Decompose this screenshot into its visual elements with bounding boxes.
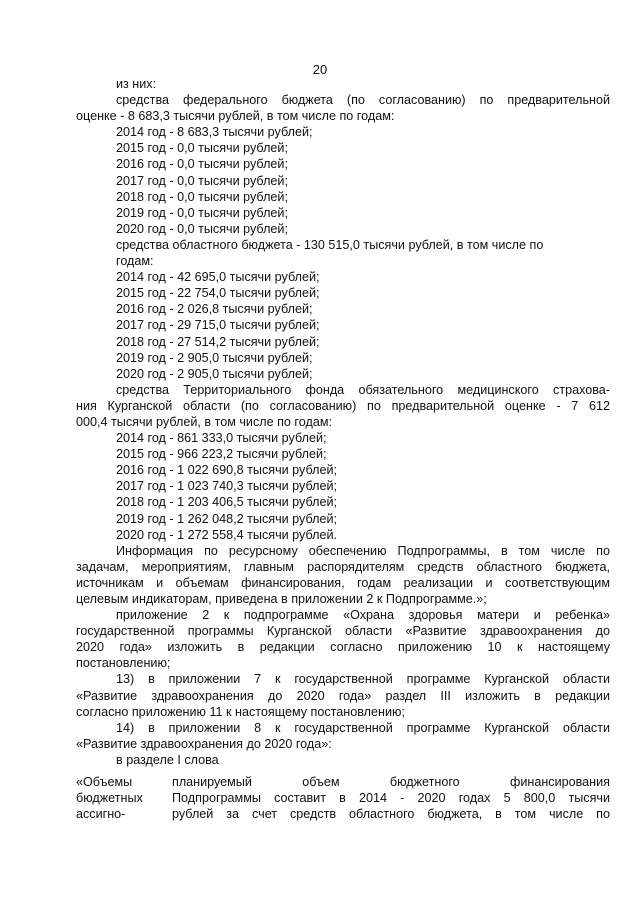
text-line: 2020 год - 0,0 тысячи рублей; <box>116 221 288 236</box>
funding-table <box>76 774 610 822</box>
text-line: источникам и объемам финансирования, годам реализации и соответствующим <box>76 575 610 590</box>
page-number: 20 <box>312 62 328 77</box>
text-line: задачам, мероприятиям, главным распорядителям средств областного бюджета, <box>76 559 610 574</box>
text-line: 2019 год - 1 262 048,2 тысячи рублей; <box>116 511 337 526</box>
table-label-line: бюджетных <box>76 791 143 806</box>
text-line: 2015 год - 22 754,0 тысячи рублей; <box>116 286 320 301</box>
text-line: 2018 год - 27 514,2 тысячи рублей; <box>116 334 320 349</box>
text-line: средства федерального бюджета (по согласованию) по предварительной <box>116 93 610 108</box>
text-line: 2016 год - 2 026,8 тысячи рублей; <box>116 302 313 317</box>
text-line: в разделе I слова <box>116 752 219 767</box>
text-line: годам: <box>116 254 154 269</box>
table-value-line: Подпрограммы составит в 2014 - 2020 годах 5 800,0 тысячи <box>172 791 610 806</box>
text-line: 2017 год - 29 715,0 тысячи рублей; <box>116 318 320 333</box>
text-line: ния Курганской области (по согласованию) по предварительной оценке - 7 612 <box>76 398 610 413</box>
text-line: Информация по ресурсному обеспечению Подпрограммы, в том числе по <box>116 543 610 558</box>
text-line: 2014 год - 861 333,0 тысячи рублей; <box>116 431 327 446</box>
text-line: постановлению; <box>76 656 171 671</box>
text-line: 2017 год - 0,0 тысячи рублей; <box>116 173 288 188</box>
text-line: из них: <box>116 77 157 91</box>
text-line: 2014 год - 8 683,3 тысячи рублей; <box>116 125 313 140</box>
text-line: средства областного бюджета - 130 515,0 тысячи рублей, в том числе по <box>116 237 544 252</box>
text-line: согласно приложению 11 к настоящему постановлению; <box>76 704 405 719</box>
text-line: «Развитие здравоохранения до 2020 года»: <box>76 736 332 751</box>
text-line: 2016 год - 1 022 690,8 тысячи рублей; <box>116 463 337 478</box>
text-line: государственной программы Курганской области «Развитие здравоохранения до <box>76 624 610 639</box>
text-line: 2019 год - 0,0 тысячи рублей; <box>116 205 288 220</box>
text-line: 2018 год - 0,0 тысячи рублей; <box>116 189 288 204</box>
text-line: 2020 года» изложить в редакции согласно приложению 10 к настоящему <box>76 640 610 655</box>
text-line: 2019 год - 2 905,0 тысячи рублей; <box>116 350 313 365</box>
text-line: 13) в приложении 7 к государственной программе Курганской области <box>116 672 610 687</box>
table-value-line: планируемый объем бюджетного финансирования <box>172 775 610 789</box>
table-label-line: «Объемы <box>76 775 133 789</box>
text-line: 2017 год - 1 023 740,3 тысячи рублей; <box>116 479 337 494</box>
text-line: 000,4 тысячи рублей, в том числе по годам: <box>76 414 332 429</box>
text-line: 2015 год - 0,0 тысячи рублей; <box>116 141 288 156</box>
document-body <box>76 76 610 768</box>
text-line: приложение 2 к подпрограмме «Охрана здоровья матери и ребенка» <box>116 608 610 623</box>
text-line: 2014 год - 42 695,0 тысячи рублей; <box>116 270 320 285</box>
text-line: 2020 год - 2 905,0 тысячи рублей; <box>116 366 313 381</box>
text-line: 2015 год - 966 223,2 тысячи рублей; <box>116 447 327 462</box>
text-line: 14) в приложении 8 к государственной программе Курганской области <box>116 720 610 735</box>
text-line: целевым индикаторам, приведена в приложении 2 к Подпрограмме.»; <box>76 592 487 606</box>
text-line: 2018 год - 1 203 406,5 тысячи рублей; <box>116 495 337 510</box>
table-value-cell <box>172 774 610 822</box>
text-line: средства Территориального фонда обязательного медицинского страхова- <box>116 382 610 397</box>
table-value-line: рублей за счет средств областного бюджета, в том числе по <box>172 807 610 822</box>
table-label-cell <box>76 774 172 822</box>
text-line: 2016 год - 0,0 тысячи рублей; <box>116 157 288 172</box>
text-line: оценке - 8 683,3 тысячи рублей, в том числе по годам: <box>76 109 395 124</box>
text-line: «Развитие здравоохранения до 2020 года» раздел III изложить в редакции <box>76 688 610 703</box>
table-label-line: ассигно- <box>76 807 126 822</box>
text-line: 2020 год - 1 272 558,4 тысячи рублей. <box>116 527 337 542</box>
